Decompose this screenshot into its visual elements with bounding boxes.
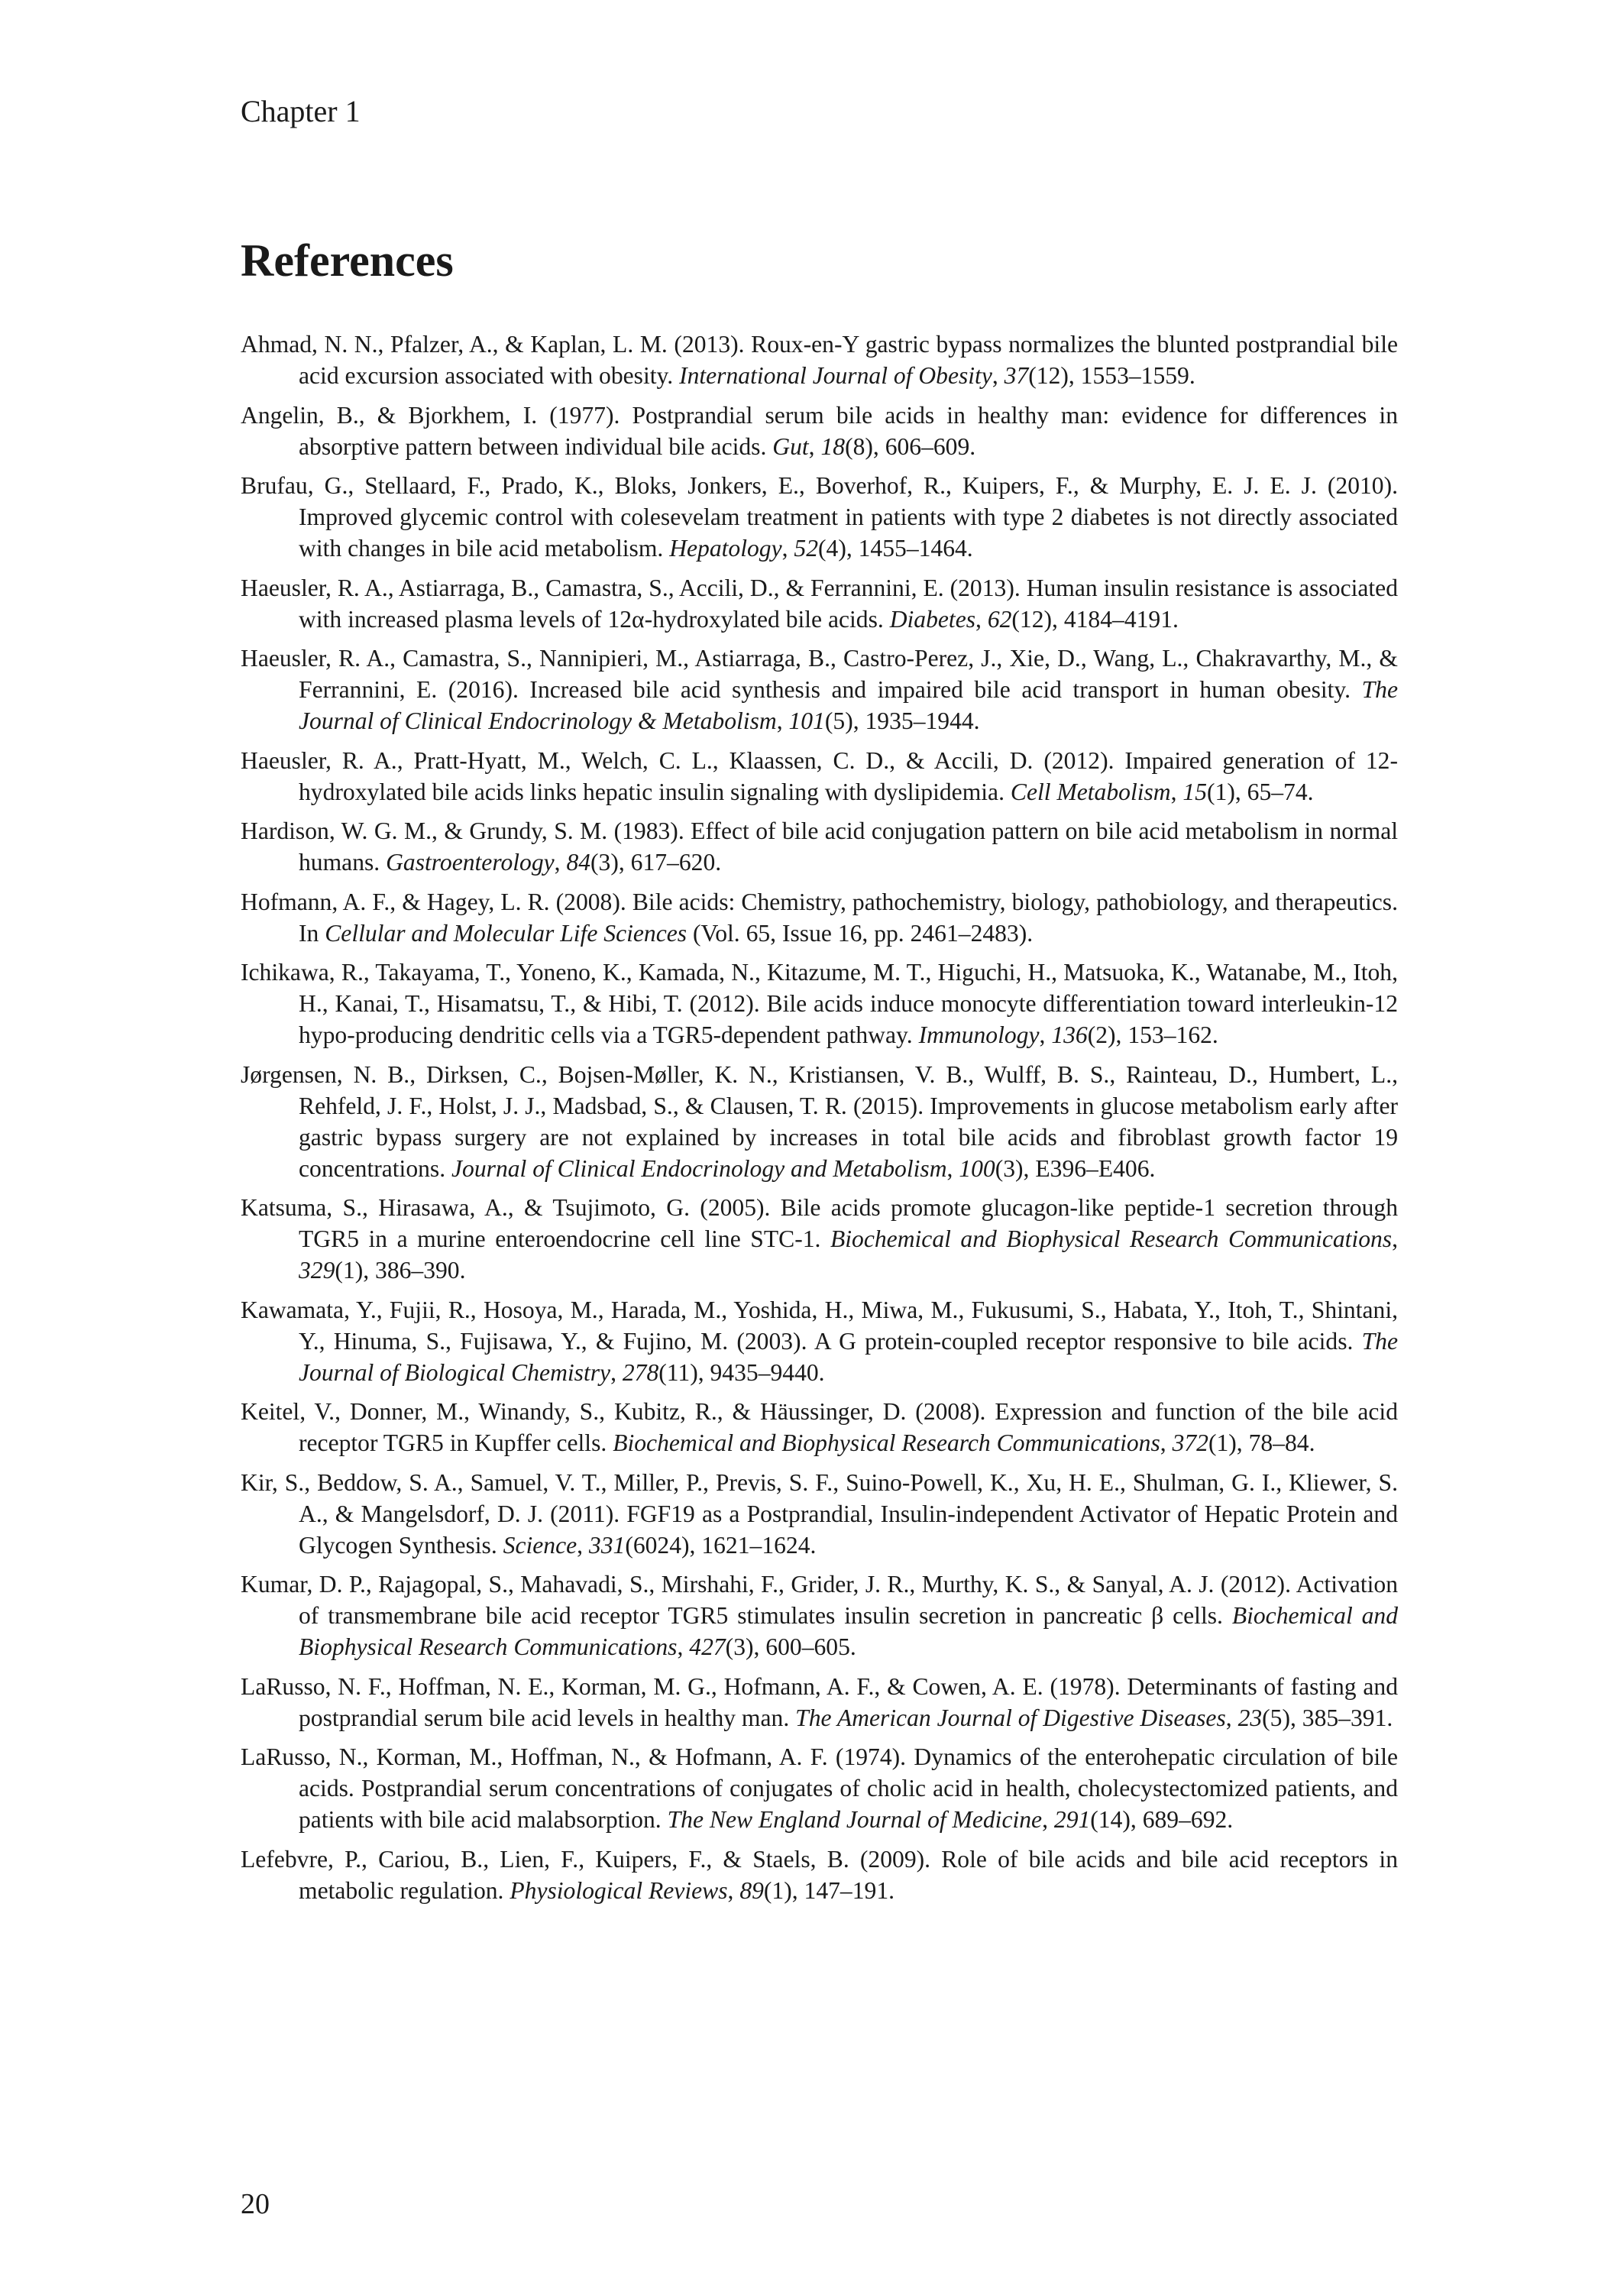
ref-sep: , [992,362,1004,389]
ref-volume: 18 [820,432,846,460]
ref-sep: , [610,1358,623,1386]
ref-pages: (2), 153–162. [1087,1021,1218,1048]
reference-entry [241,470,1398,564]
ref-authors-title: Ahmad, N. N., Pfalzer, A., & Kaplan, L. M. (2013). Roux-en-Y gastric bypass normalizes the blunted postprandial bile acid excursion associated with obesity. [241,331,1398,389]
ref-pages: (12), 1553–1559. [1028,362,1195,389]
reference-entry [241,957,1398,1050]
reference-entry [241,1294,1398,1388]
reference-entry [241,815,1398,878]
ref-volume: 136 [1051,1021,1088,1048]
ref-sep: , [808,432,821,460]
ref-sep: , [781,535,794,562]
ref-pages: (3), 600–605. [725,1633,856,1660]
ref-journal: The New England Journal of Medicine [667,1806,1043,1833]
ref-journal: Physiological Reviews [510,1876,728,1904]
reference-entry [241,1741,1398,1835]
section-title: References [241,235,454,286]
ref-volume: 15 [1182,778,1208,805]
ref-volume: 372 [1172,1429,1208,1456]
ref-sep: , [776,707,789,734]
ref-sep: , [1170,778,1183,805]
ref-sep: , [554,849,567,876]
ref-sep: (Vol. 65, Issue 16, pp. 2461–2483). [687,919,1034,947]
ref-sep: , [577,1531,589,1559]
reference-entry [241,1568,1398,1662]
ref-journal: Biochemical and Biophysical Research Communications [830,1225,1393,1252]
ref-pages: (8), 606–609. [845,432,976,460]
ref-volume: 62 [987,605,1012,633]
ref-pages: (14), 689–692. [1090,1806,1234,1833]
ref-pages: (1), 147–191. [763,1876,895,1904]
ref-volume: 101 [788,707,825,734]
ref-volume: 291 [1053,1806,1091,1833]
ref-pages: (5), 385–391. [1262,1704,1393,1731]
ref-journal: International Journal of Obesity [679,362,992,389]
ref-authors-title: Kumar, D. P., Rajagopal, S., Mahavadi, S., Mirshahi, F., Grider, J. R., Murthy, K. S., & Sanyal, A. J. (2012). Activation of transmembrane bile acid receptor TGR5 stimulates insulin secretion in pancreatic β cells. [241,1571,1398,1629]
ref-sep: , [946,1154,959,1182]
ref-journal: Cellular and Molecular Life Sciences [325,919,687,947]
reference-entry [241,1192,1398,1286]
ref-pages: (6024), 1621–1624. [625,1531,817,1559]
ref-pages: (1), 78–84. [1208,1429,1315,1456]
ref-volume: 23 [1237,1704,1263,1731]
ref-authors-title: Kir, S., Beddow, S. A., Samuel, V. T., Miller, P., Previs, S. F., Suino-Powell, K., Xu, H. E., Shulman, G. I., Kliewer, S. A., & Mangelsdorf, D. J. (2011). FGF19 as a Postprandial, Insulin-independent Activator of Hepatic Protein and Glycogen Synthesis. [241,1468,1398,1559]
ref-authors-title: Keitel, V., Donner, M., Winandy, S., Kubitz, R., & Häussinger, D. (2008). Expression and function of the bile acid receptor TGR5 in Kupffer cells. [241,1398,1398,1456]
ref-authors-title: Brufau, G., Stellaard, F., Prado, K., Bloks, Jonkers, E., Boverhof, R., Kuipers, F., & Murphy, E. J. E. J. (2010). Improved glycemic control with colesevelam treatment in patients with type 2 diabetes is not directly associated with changes in bile acid metabolism. [241,472,1398,562]
reference-entry [241,643,1398,736]
ref-volume: 84 [566,849,591,876]
ref-journal: Diabetes [889,605,976,633]
reference-entry [241,1059,1398,1184]
ref-pages: (11), 9435–9440. [658,1358,825,1386]
ref-sep: , [727,1876,740,1904]
reference-entry [241,400,1398,462]
ref-authors-title: Kawamata, Y., Fujii, R., Hosoya, M., Harada, M., Yoshida, H., Miwa, M., Fukusumi, S., Habata, Y., Itoh, T., Shintani, Y., Hinuma, S., Fujisawa, Y., & Fujino, M. (2003). A G protein-coupled receptor responsive to bile acids. [241,1296,1398,1355]
ref-authors-title: LaRusso, N., Korman, M., Hoffman, N., & Hofmann, A. F. (1974). Dynamics of the enterohepatic circulation of bile acids. Postprandial serum concentrations of conjugates of cholic acid in health, cholecystectomized patients, and patients with bile acid malabsorption. [241,1743,1398,1833]
ref-journal: The Journal of Biological Chemistry [299,1327,1398,1386]
running-head: Chapter 1 [241,94,361,128]
reference-entry [241,1844,1398,1906]
reference-entry [241,1671,1398,1734]
ref-pages: (1), 386–390. [335,1257,466,1284]
reference-entry [241,572,1398,635]
reference-entry [241,1396,1398,1458]
ref-authors-title: Jørgensen, N. B., Dirksen, C., Bojsen-Møller, K. N., Kristiansen, V. B., Wulff, B. S., Rainteau, D., Humbert, L., Rehfeld, J. F., Holst, J. J., Madsbad, S., & Clausen, T. R. (2015). Improvements in glucose metabolism early after gastric bypass surgery are not explained by increases in total bile acids and fibroblast growth factor 19 concentrations. [241,1060,1398,1182]
ref-volume: 100 [959,1154,995,1182]
ref-authors-title: Angelin, B., & Bjorkhem, I. (1977). Postprandial serum bile acids in healthy man: evidence for differences in absorptive pattern between individual bile acids. [241,401,1398,460]
ref-authors-title: Hofmann, A. F., & Hagey, L. R. (2008). Bile acids: Chemistry, pathochemistry, biology, pathobiology, and therapeutics. In [241,888,1398,947]
ref-sep: , [1039,1021,1052,1048]
ref-authors-title: Hardison, W. G. M., & Grundy, S. M. (1983). Effect of bile acid conjugation pattern on bile acid metabolism in normal humans. [241,817,1398,876]
ref-journal: Science [503,1531,577,1559]
ref-sep: , [1392,1225,1398,1252]
ref-authors-title: Katsuma, S., Hirasawa, A., & Tsujimoto, G. (2005). Bile acids promote glucagon-like peptide-1 secretion through TGR5 in a murine enteroendocrine cell line STC-1. [241,1194,1398,1252]
ref-volume: 52 [794,535,818,562]
ref-journal: The Journal of Clinical Endocrinology & Metabolism [299,676,1398,734]
ref-journal: Journal of Clinical Endocrinology and Metabolism [451,1154,947,1182]
ref-pages: (12), 4184–4191. [1011,605,1179,633]
ref-authors-title: Lefebvre, P., Cariou, B., Lien, F., Kuipers, F., & Staels, B. (2009). Role of bile acids and bile acid receptors in metabolic regulation. [241,1845,1398,1904]
ref-journal: Cell Metabolism [1010,778,1171,805]
ref-pages: (5), 1935–1944. [824,707,980,734]
reference-entry [241,886,1398,949]
ref-sep: , [975,605,988,633]
ref-volume: 427 [689,1633,726,1660]
ref-journal: Gut [772,432,809,460]
ref-authors-title: Haeusler, R. A., Camastra, S., Nannipieri, M., Astiarraga, B., Castro-Perez, J., Xie, D., Wang, L., Chakravarthy, M., & Ferrannini, E. (2016). Increased bile acid synthesis and impaired bile acid transport in human obesity. [241,645,1398,703]
reference-entry [241,745,1398,808]
ref-journal: Immunology [918,1021,1040,1048]
ref-authors-title: LaRusso, N. F., Hoffman, N. E., Korman, M. G., Hofmann, A. F., & Cowen, A. E. (1978). Determinants of fasting and postprandial serum bile acid levels in healthy man. [241,1672,1398,1731]
reference-entry [241,1467,1398,1561]
ref-sep: , [1042,1806,1054,1833]
ref-journal: The American Journal of Digestive Diseases [795,1704,1226,1731]
ref-volume: 331 [588,1531,626,1559]
ref-sep: , [677,1633,690,1660]
ref-pages: (4), 1455–1464. [818,535,973,562]
ref-journal: Biochemical and Biophysical Research Communications [613,1429,1160,1456]
ref-pages: (3), 617–620. [590,849,722,876]
ref-volume: 89 [739,1876,764,1904]
ref-authors-title: Haeusler, R. A., Astiarraga, B., Camastra, S., Accili, D., & Ferrannini, E. (2013). Human insulin resistance is associated with increased plasma levels of 12α-hydroxylated bile acids. [241,574,1398,633]
ref-journal: Gastroenterology [386,849,555,876]
ref-volume: 329 [299,1257,335,1284]
ref-sep: , [1160,1429,1173,1456]
reference-entry [241,329,1398,391]
ref-authors-title: Haeusler, R. A., Pratt-Hyatt, M., Welch, C. L., Klaassen, C. D., & Accili, D. (2012). Impaired generation of 12-hydroxylated bile acids links hepatic insulin signaling with dyslipidemia. [241,746,1398,805]
ref-journal: Hepatology [669,535,782,562]
ref-volume: 278 [622,1358,659,1386]
ref-authors-title: Ichikawa, R., Takayama, T., Yoneno, K., Kamada, N., Kitazume, M. T., Higuchi, H., Matsuoka, K., Watanabe, M., Itoh, H., Kanai, T., Hisamatsu, T., & Hibi, T. (2012). Bile acids induce monocyte differentiation toward interleukin-12 hypo-producing dendritic cells via a TGR5-dependent pathway. [241,959,1398,1048]
reference-list [241,329,1398,1914]
page-number: 20 [241,2188,270,2220]
ref-sep: , [1225,1704,1238,1731]
ref-pages: (1), 65–74. [1207,778,1314,805]
ref-pages: (3), E396–E406. [995,1154,1156,1182]
ref-volume: 37 [1004,362,1029,389]
ref-journal: Biochemical and Biophysical Research Communications [299,1602,1398,1660]
